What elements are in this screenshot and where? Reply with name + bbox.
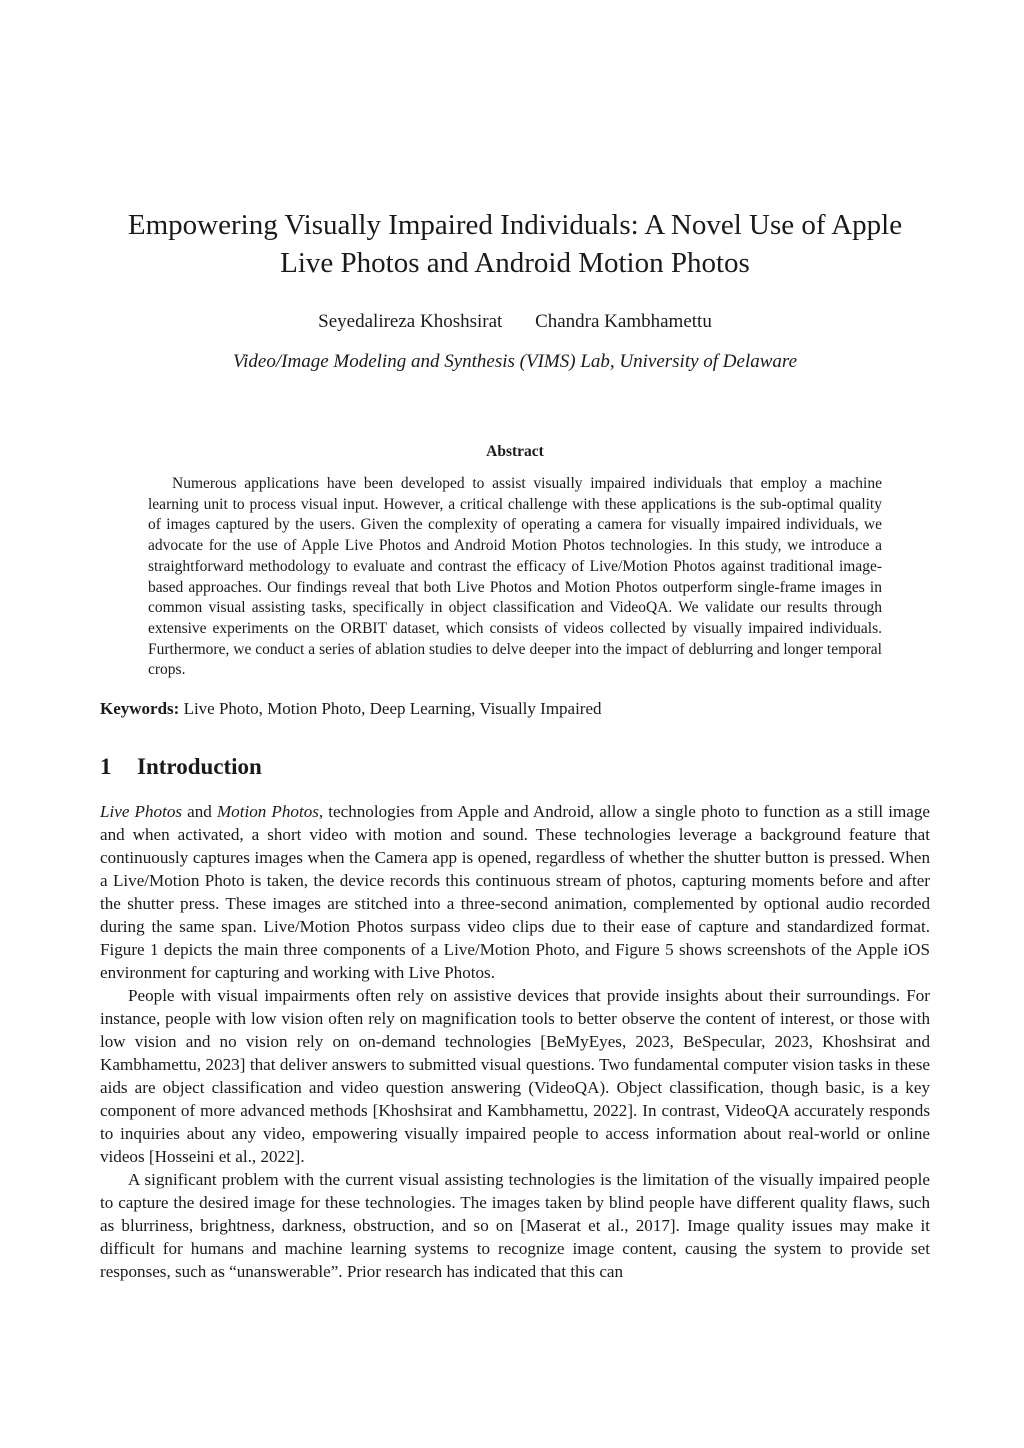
introduction-body (100, 800, 930, 1283)
section-number: 1 (100, 754, 112, 779)
keywords-label: Keywords: (100, 699, 180, 718)
abstract-text: Numerous applications have been developed to assist visually impaired individuals that employ a machine learning unit to process visual input. However, a critical challenge with these applications is the sub-optimal quality of images captured by the users. Given the complexity of operating a camera for visually impaired individuals, we advocate for the use of Apple Live Photos and Android Motion Photos technologies. In this study, we introduce a straightforward methodology to evaluate and contrast the efficacy of Live/Motion Photos against traditional image-based approaches. Our findings reveal that both Live Photos and Motion Photos outperform single-frame images in common visual assisting tasks, specifically in object classification and VideoQA. We validate our results through extensive experiments on the ORBIT dataset, which consists of videos collected by visually impaired individuals. Furthermore, we conduct a series of ablation studies to delve deeper into the impact of deblurring and longer temporal crops. (148, 475, 882, 679)
author-affiliation: Video/Image Modeling and Synthesis (VIMS) Lab, University of Delaware (232, 351, 798, 372)
paragraph (100, 800, 930, 984)
author-name: Chandra Kambhamettu (535, 311, 712, 332)
section-title: Introduction (137, 754, 262, 779)
term-motion-photos: Motion Photos (216, 802, 319, 821)
paragraph: A significant problem with the current visual assisting technologies is the limitation of the visually impaired people to capture the desired image for these technologies. The images taken by blind people have different quality flaws, such as blurriness, brightness, darkness, obstruction, and so on [Maserat et al., 2017]. Image quality issues may make it difficult for humans and machine learning systems to recognize image content, causing the system to provide set responses, such as “unanswerable”. Prior research has indicated that this can (100, 1170, 930, 1281)
title-line-2: Live Photos and Android Motion Photos (280, 247, 750, 279)
paragraph-text: and (187, 802, 212, 821)
author-list (100, 310, 930, 334)
paper-title (100, 206, 930, 282)
author-name: Seyedalireza Khoshsirat (318, 311, 503, 332)
paragraph-text: , technologies from Apple and Android, allow a single photo to function as a still image and when activated, a short video with motion and sound. These technologies leverage a background feature that continuously captures images when the Camera app is opened, regardless of whether the shutter button is pressed. When a Live/Motion Photo is taken, the device records this continuous stream of photos, capturing moments before and after the shutter press. These images are stitched into a three-second animation, complemented by optional audio recorded during the same span. Live/Motion Photos surpass video clips due to their ease of capture and standardized format. Figure 1 depicts the main three components of a Live/Motion Photo, and Figure 5 shows screenshots of the Apple iOS environment for capturing and working with Live Photos. (100, 802, 931, 982)
keywords-line (100, 698, 930, 720)
section-heading-introduction (100, 752, 930, 782)
paragraph: People with visual impairments often rely on assistive devices that provide insights about their surroundings. For instance, people with low vision often rely on magnification tools to better observe the content of interest, or those with low vision and no vision rely on on-demand technologies [BeMyEyes, 2023, BeSpecular, 2023, Khoshsirat and Kambhamettu, 2023] that deliver answers to submitted visual questions. Two fundamental computer vision tasks in these aids are object classification and video question answering (VideoQA). Object classification, though basic, is a key component of more advanced methods [Khoshsirat and Kambhamettu, 2022]. In contrast, VideoQA accurately responds to inquiries about any video, empowering visually impaired people to access information about real-world or online videos [Hosseini et al., 2022]. (100, 986, 930, 1166)
abstract-heading: Abstract (486, 443, 544, 460)
title-line-1: Empowering Visually Impaired Individuals: A Novel Use of Apple (127, 209, 903, 241)
term-live-photos: Live Photos (100, 802, 183, 821)
keywords-text: Live Photo, Motion Photo, Deep Learning, Visually Impaired (183, 699, 602, 718)
